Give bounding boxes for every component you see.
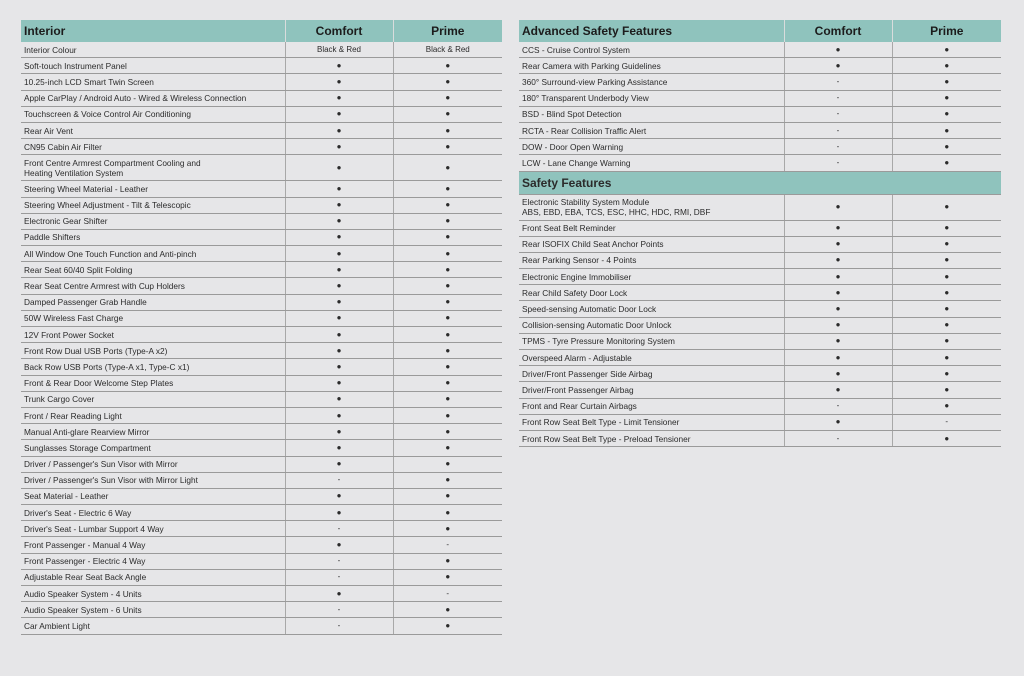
prime-value: ● <box>393 375 502 391</box>
comfort-value: - <box>285 521 393 537</box>
prime-value: ● <box>393 246 502 262</box>
prime-value: ● <box>393 310 502 326</box>
table-row <box>519 398 1001 414</box>
comfort-value: - <box>285 553 393 569</box>
table-row <box>21 181 502 197</box>
comfort-value: - <box>784 398 892 414</box>
feature-name: Driver's Seat - Electric 6 Way <box>21 505 285 521</box>
prime-value: ● <box>892 285 1001 301</box>
feature-name: TPMS - Tyre Pressure Monitoring System <box>519 333 784 349</box>
prime-value: ● <box>393 327 502 343</box>
feature-name: Seat Material - Leather <box>21 488 285 504</box>
feature-name: Manual Anti-glare Rearview Mirror <box>21 424 285 440</box>
table-row <box>21 440 502 456</box>
feature-name: 180° Transparent Underbody View <box>519 90 784 106</box>
comfort-value: ● <box>784 333 892 349</box>
feature-name: Front Passenger - Manual 4 Way <box>21 537 285 553</box>
feature-name: Front Seat Belt Reminder <box>519 220 784 236</box>
feature-name: Front Passenger - Electric 4 Way <box>21 553 285 569</box>
comfort-value: ● <box>784 414 892 430</box>
table-row <box>519 333 1001 349</box>
table-row <box>519 122 1001 138</box>
table-row <box>21 278 502 294</box>
prime-value: ● <box>393 262 502 278</box>
prime-value: ● <box>393 343 502 359</box>
table-row <box>519 42 1001 58</box>
comfort-value: ● <box>784 269 892 285</box>
comfort-value: ● <box>285 440 393 456</box>
feature-name: Adjustable Rear Seat Back Angle <box>21 569 285 585</box>
comfort-value: - <box>285 602 393 618</box>
table-row <box>21 58 502 74</box>
comfort-value: - <box>784 139 892 155</box>
table-row <box>21 424 502 440</box>
table-row <box>21 155 502 181</box>
comfort-value: - <box>784 90 892 106</box>
feature-name: Steering Wheel Adjustment - Tilt & Telescopic <box>21 197 285 213</box>
feature-name: Rear Parking Sensor - 4 Points <box>519 252 784 268</box>
feature-name: LCW - Lane Change Warning <box>519 155 784 171</box>
feature-name: Collision-sensing Automatic Door Unlock <box>519 317 784 333</box>
prime-value: ● <box>393 553 502 569</box>
table-row <box>21 586 502 602</box>
comfort-value: - <box>784 106 892 122</box>
comfort-value: ● <box>285 586 393 602</box>
prime-value: ● <box>393 90 502 106</box>
prime-value: ● <box>393 424 502 440</box>
table-row <box>519 252 1001 268</box>
feature-name: Driver / Passenger's Sun Visor with Mirror <box>21 456 285 472</box>
safety-section <box>519 171 1001 194</box>
feature-name: Car Ambient Light <box>21 618 285 634</box>
table-row <box>519 58 1001 74</box>
feature-name: Steering Wheel Material - Leather <box>21 181 285 197</box>
table-row <box>21 343 502 359</box>
safety-header-title: Safety Features <box>519 171 1001 194</box>
feature-name: Overspeed Alarm - Adjustable <box>519 350 784 366</box>
prime-value: ● <box>393 294 502 310</box>
prime-value: ● <box>892 301 1001 317</box>
feature-name: Audio Speaker System - 6 Units <box>21 602 285 618</box>
feature-name: Driver/Front Passenger Airbag <box>519 382 784 398</box>
advanced-safety-header-title: Advanced Safety Features <box>519 20 784 42</box>
prime-value: ● <box>393 155 502 181</box>
table-row <box>21 294 502 310</box>
feature-name: Apple CarPlay / Android Auto - Wired & Wireless Connection <box>21 90 285 106</box>
feature-name: Audio Speaker System - 4 Units <box>21 586 285 602</box>
prime-value: ● <box>892 366 1001 382</box>
interior-spec-table <box>21 20 502 635</box>
comfort-value: ● <box>285 375 393 391</box>
interior-rows <box>21 42 502 634</box>
table-row <box>21 122 502 138</box>
advanced-safety-header-prime: Prime <box>892 20 1001 42</box>
table-row <box>21 569 502 585</box>
interior-header-row <box>21 20 502 42</box>
feature-name: Rear Seat 60/40 Split Folding <box>21 262 285 278</box>
advanced-safety-rows <box>519 42 1001 171</box>
comfort-value: ● <box>285 106 393 122</box>
feature-name: 12V Front Power Socket <box>21 327 285 343</box>
comfort-value: ● <box>285 229 393 245</box>
table-row <box>21 106 502 122</box>
table-row <box>519 90 1001 106</box>
feature-name: Front / Rear Reading Light <box>21 407 285 423</box>
safety-header-row <box>519 171 1001 194</box>
prime-value: ● <box>892 430 1001 446</box>
prime-value: ● <box>393 197 502 213</box>
comfort-value: ● <box>784 301 892 317</box>
comfort-value: ● <box>285 90 393 106</box>
feature-name: Driver / Passenger's Sun Visor with Mirror Light <box>21 472 285 488</box>
prime-value: ● <box>892 74 1001 90</box>
comfort-value: ● <box>285 213 393 229</box>
feature-name: Rear ISOFIX Child Seat Anchor Points <box>519 236 784 252</box>
feature-name: Electronic Engine Immobiliser <box>519 269 784 285</box>
table-row <box>21 42 502 58</box>
prime-value: ● <box>892 333 1001 349</box>
feature-name: Interior Colour <box>21 42 285 58</box>
safety-spec-table <box>519 20 1001 447</box>
comfort-value: ● <box>784 42 892 58</box>
prime-value: ● <box>393 106 502 122</box>
advanced-safety-header-row <box>519 20 1001 42</box>
feature-name: Rear Seat Centre Armrest with Cup Holders <box>21 278 285 294</box>
feature-name: Front Row Dual USB Ports (Type-A x2) <box>21 343 285 359</box>
feature-name: Damped Passenger Grab Handle <box>21 294 285 310</box>
feature-name: DOW - Door Open Warning <box>519 139 784 155</box>
prime-value: ● <box>393 521 502 537</box>
safety-rows <box>519 194 1001 447</box>
prime-value: ● <box>892 90 1001 106</box>
prime-value: ● <box>892 252 1001 268</box>
prime-value: ● <box>393 213 502 229</box>
comfort-value: ● <box>784 252 892 268</box>
table-row <box>21 537 502 553</box>
prime-value: - <box>393 586 502 602</box>
prime-value: ● <box>892 382 1001 398</box>
comfort-value: - <box>285 472 393 488</box>
table-row <box>519 382 1001 398</box>
table-row <box>519 350 1001 366</box>
prime-value: ● <box>892 350 1001 366</box>
comfort-value: ● <box>285 391 393 407</box>
comfort-value: ● <box>285 537 393 553</box>
comfort-value: ● <box>784 220 892 236</box>
feature-name: BSD - Blind Spot Detection <box>519 106 784 122</box>
comfort-value: ● <box>285 505 393 521</box>
table-row <box>21 521 502 537</box>
prime-value: ● <box>393 58 502 74</box>
prime-value: ● <box>393 488 502 504</box>
table-row <box>519 430 1001 446</box>
feature-name: Sunglasses Storage Compartment <box>21 440 285 456</box>
prime-value: ● <box>393 618 502 634</box>
feature-name: All Window One Touch Function and Anti-pinch <box>21 246 285 262</box>
prime-value: ● <box>892 194 1001 220</box>
table-row <box>519 139 1001 155</box>
interior-header-prime: Prime <box>393 20 502 42</box>
feature-name: Soft-touch Instrument Panel <box>21 58 285 74</box>
table-row <box>519 301 1001 317</box>
comfort-value: ● <box>285 262 393 278</box>
prime-value: ● <box>393 505 502 521</box>
feature-name: 360° Surround-view Parking Assistance <box>519 74 784 90</box>
table-row <box>519 74 1001 90</box>
table-row <box>21 359 502 375</box>
table-row <box>21 456 502 472</box>
table-row <box>21 74 502 90</box>
comfort-value: ● <box>285 181 393 197</box>
prime-value: ● <box>892 106 1001 122</box>
feature-name: Speed-sensing Automatic Door Lock <box>519 301 784 317</box>
comfort-value: ● <box>285 74 393 90</box>
prime-value: ● <box>393 359 502 375</box>
table-row <box>21 327 502 343</box>
table-row <box>21 618 502 634</box>
feature-name: Paddle Shifters <box>21 229 285 245</box>
table-row <box>519 269 1001 285</box>
table-row <box>519 414 1001 430</box>
comfort-value: ● <box>285 294 393 310</box>
prime-value: ● <box>892 122 1001 138</box>
table-row <box>519 106 1001 122</box>
comfort-value: ● <box>285 359 393 375</box>
comfort-value: ● <box>285 58 393 74</box>
comfort-value: ● <box>285 343 393 359</box>
comfort-value: - <box>285 569 393 585</box>
comfort-value: ● <box>784 366 892 382</box>
comfort-value: ● <box>285 246 393 262</box>
comfort-value: ● <box>285 488 393 504</box>
prime-value: ● <box>393 391 502 407</box>
table-row <box>519 366 1001 382</box>
prime-value: ● <box>393 74 502 90</box>
feature-name: Electronic Gear Shifter <box>21 213 285 229</box>
comfort-value: - <box>285 618 393 634</box>
prime-value: ● <box>892 269 1001 285</box>
table-row <box>519 236 1001 252</box>
table-row <box>21 472 502 488</box>
interior-header-comfort: Comfort <box>285 20 393 42</box>
table-row <box>21 553 502 569</box>
feature-name: 10.25-inch LCD Smart Twin Screen <box>21 74 285 90</box>
comfort-value: Black & Red <box>285 42 393 58</box>
prime-value: ● <box>892 139 1001 155</box>
prime-value: ● <box>393 278 502 294</box>
table-row <box>21 213 502 229</box>
prime-value: ● <box>892 42 1001 58</box>
prime-value: ● <box>393 122 502 138</box>
table-row <box>21 197 502 213</box>
feature-name: Front Row Seat Belt Type - Limit Tensioner <box>519 414 784 430</box>
prime-value: ● <box>393 602 502 618</box>
comfort-value: ● <box>784 382 892 398</box>
prime-value: ● <box>393 456 502 472</box>
feature-name: Rear Air Vent <box>21 122 285 138</box>
feature-name: Driver's Seat - Lumbar Support 4 Way <box>21 521 285 537</box>
comfort-value: ● <box>285 197 393 213</box>
table-row <box>519 317 1001 333</box>
prime-value: ● <box>393 569 502 585</box>
comfort-value: ● <box>784 194 892 220</box>
prime-value: ● <box>393 440 502 456</box>
comfort-value: ● <box>784 350 892 366</box>
prime-value: ● <box>393 229 502 245</box>
table-row <box>21 262 502 278</box>
table-row <box>21 407 502 423</box>
prime-value: ● <box>892 155 1001 171</box>
prime-value: ● <box>892 317 1001 333</box>
prime-value: ● <box>393 407 502 423</box>
comfort-value: ● <box>285 139 393 155</box>
feature-name: Driver/Front Passenger Side Airbag <box>519 366 784 382</box>
prime-value: - <box>892 414 1001 430</box>
prime-value: ● <box>892 236 1001 252</box>
table-row <box>519 220 1001 236</box>
table-row <box>519 194 1001 220</box>
comfort-value: ● <box>285 278 393 294</box>
feature-name: Front & Rear Door Welcome Step Plates <box>21 375 285 391</box>
feature-name: RCTA - Rear Collision Traffic Alert <box>519 122 784 138</box>
comfort-value: ● <box>285 456 393 472</box>
comfort-value: ● <box>285 327 393 343</box>
feature-name: Front and Rear Curtain Airbags <box>519 398 784 414</box>
comfort-value: ● <box>285 424 393 440</box>
table-row <box>21 375 502 391</box>
prime-value: ● <box>892 220 1001 236</box>
comfort-value: ● <box>285 155 393 181</box>
comfort-value: ● <box>784 285 892 301</box>
comfort-value: ● <box>285 122 393 138</box>
table-row <box>519 155 1001 171</box>
comfort-value: ● <box>784 58 892 74</box>
prime-value: ● <box>892 398 1001 414</box>
comfort-value: ● <box>285 407 393 423</box>
prime-value: Black & Red <box>393 42 502 58</box>
feature-name: Touchscreen & Voice Control Air Conditioning <box>21 106 285 122</box>
comfort-value: - <box>784 122 892 138</box>
table-row <box>21 602 502 618</box>
feature-name: Front Row Seat Belt Type - Preload Tensioner <box>519 430 784 446</box>
comfort-value: - <box>784 155 892 171</box>
prime-value: ● <box>393 472 502 488</box>
interior-header-title: Interior <box>21 20 285 42</box>
advanced-safety-header-comfort: Comfort <box>784 20 892 42</box>
table-row <box>21 488 502 504</box>
prime-value: ● <box>393 181 502 197</box>
feature-name: Back Row USB Ports (Type-A x1, Type-C x1) <box>21 359 285 375</box>
comfort-value: ● <box>784 236 892 252</box>
table-row <box>21 505 502 521</box>
table-row <box>21 90 502 106</box>
comfort-value: ● <box>784 317 892 333</box>
prime-value: ● <box>892 58 1001 74</box>
feature-name: Electronic Stability System Module ABS, EBD, EBA, TCS, ESC, HHC, HDC, RMI, DBF <box>519 194 784 220</box>
feature-name: Trunk Cargo Cover <box>21 391 285 407</box>
table-row <box>519 285 1001 301</box>
feature-name: CN95 Cabin Air Filter <box>21 139 285 155</box>
table-row <box>21 139 502 155</box>
comfort-value: - <box>784 430 892 446</box>
prime-value: ● <box>393 139 502 155</box>
feature-name: Rear Camera with Parking Guidelines <box>519 58 784 74</box>
table-row <box>21 310 502 326</box>
feature-name: 50W Wireless Fast Charge <box>21 310 285 326</box>
table-row <box>21 391 502 407</box>
comfort-value: ● <box>285 310 393 326</box>
feature-name: Front Centre Armrest Compartment Cooling and Heating Ventilation System <box>21 155 285 181</box>
feature-name: Rear Child Safety Door Lock <box>519 285 784 301</box>
feature-name: CCS - Cruise Control System <box>519 42 784 58</box>
table-row <box>21 246 502 262</box>
table-row <box>21 229 502 245</box>
prime-value: - <box>393 537 502 553</box>
comfort-value: - <box>784 74 892 90</box>
